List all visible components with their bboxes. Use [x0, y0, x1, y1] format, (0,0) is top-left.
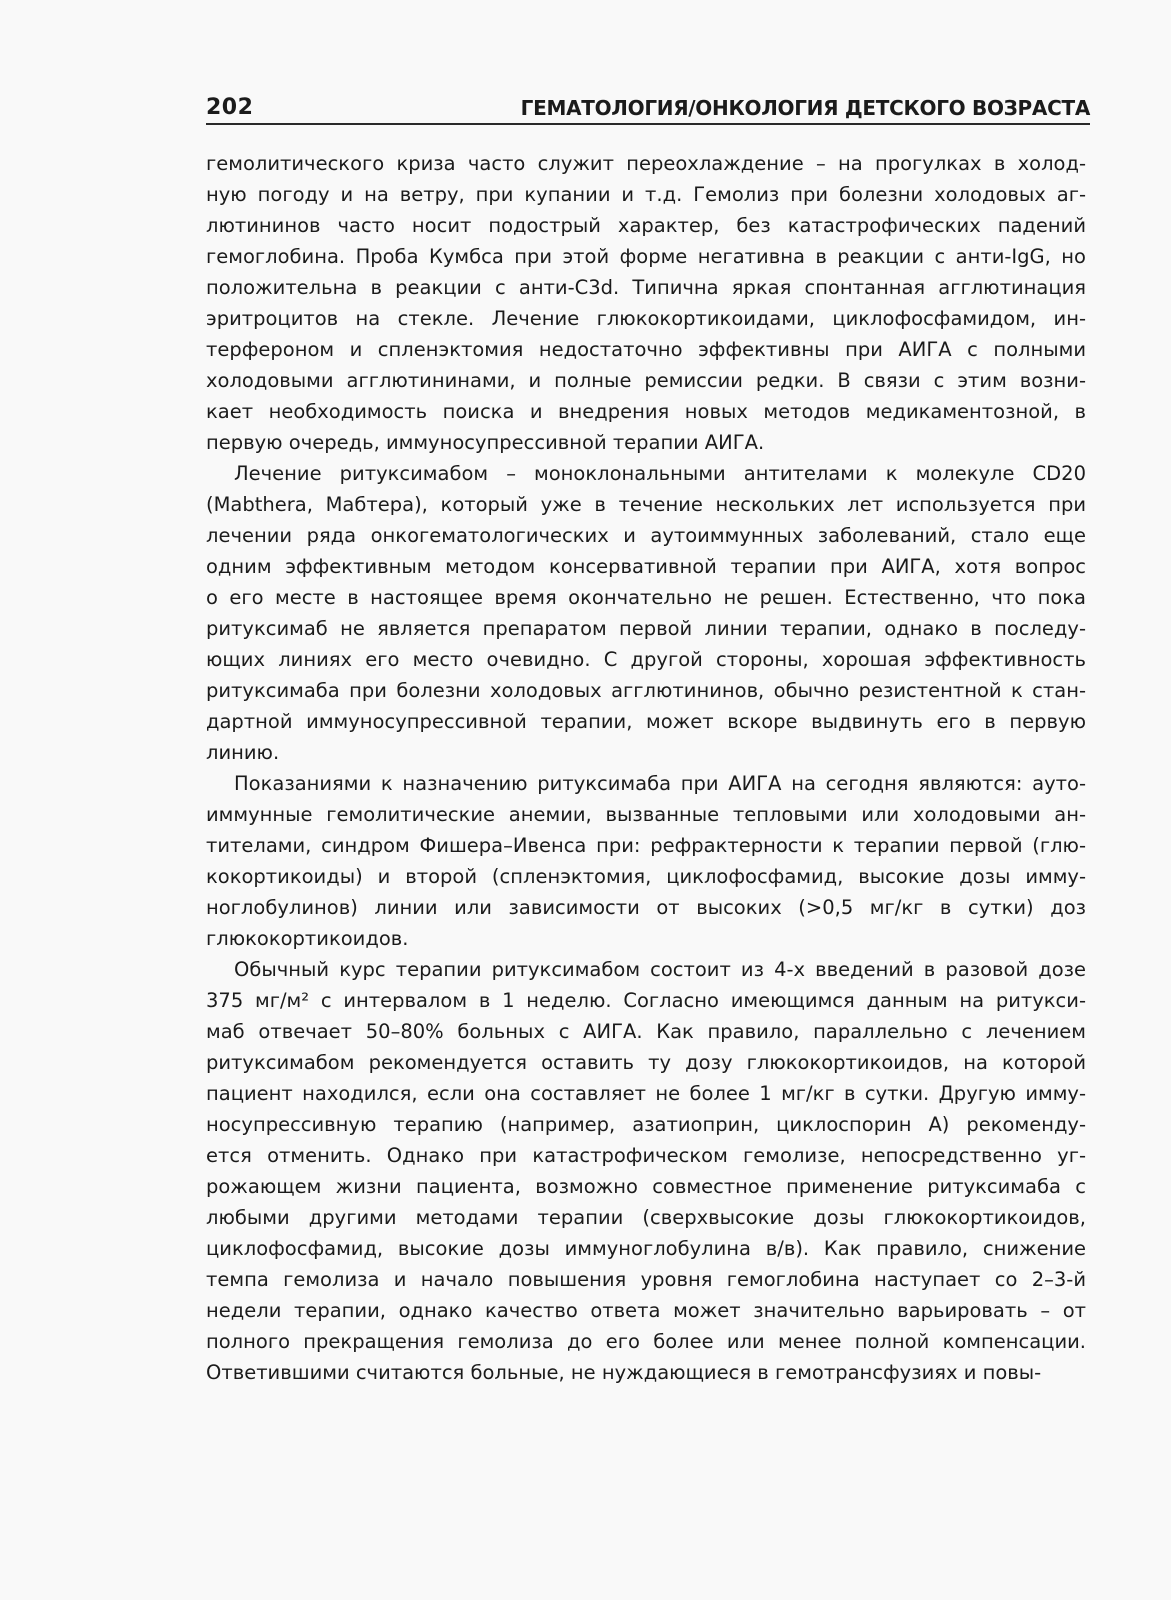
text-line: темпа гемолиза и начало повышения уровня гемоглобина наступает со 2–3-й [206, 1268, 1086, 1291]
text-line: (Mabthera, Мабтера), который уже в течение нескольких лет используется при [206, 493, 1086, 516]
text-line: 375 мг/м² с интервалом в 1 неделю. Согласно имеющимся данным на ритукси- [206, 989, 1086, 1012]
paragraph [206, 148, 1086, 458]
text-line: гемоглобина. Проба Кумбса при этой форме негативна в реакции с анти-IgG, но [206, 245, 1086, 268]
running-title: ГЕМАТОЛОГИЯ/ОНКОЛОГИЯ ДЕТСКОГО ВОЗРАСТА [520, 96, 1090, 120]
text-line: полного прекращения гемолиза до его более или менее полной компенсации. [206, 1330, 1086, 1353]
text-line: маб отвечает 50–80% больных с АИГА. Как правило, параллельно с лечением [206, 1020, 1086, 1043]
text-line: циклофосфамид, высокие дозы иммуноглобулина в/в). Как правило, снижение [206, 1237, 1086, 1260]
text-line: одним эффективным методом консервативной терапии при АИГА, хотя вопрос [206, 555, 1086, 578]
text-line: эритроцитов на стекле. Лечение глюкокортикоидами, циклофосфамидом, ин- [206, 307, 1086, 330]
page-header [206, 93, 1090, 123]
paragraph [206, 954, 1086, 1388]
text-line: положительна в реакции с анти-C3d. Типична яркая спонтанная агглютинация [206, 276, 1086, 299]
text-line: линию. [206, 741, 280, 764]
header-rule [206, 123, 1090, 125]
text-line: терфероном и спленэктомия недостаточно эффективны при АИГА с полными [206, 338, 1086, 361]
text-line: ноглобулинов) линии или зависимости от высоких (>0,5 мг/кг в сутки) доз [206, 896, 1086, 919]
paragraph [206, 458, 1086, 768]
text-line: глюкокортикоидов. [206, 927, 409, 950]
body-text [206, 148, 1086, 1388]
text-line: рожающем жизни пациента, возможно совместное применение ритуксимаба с [206, 1175, 1086, 1198]
text-line: о его месте в настоящее время окончательно не решен. Естественно, что пока [206, 586, 1086, 609]
text-line: ритуксимаба при болезни холодовых агглютининов, обычно резистентной к стан- [206, 679, 1086, 702]
paragraph [206, 768, 1086, 954]
text-line: гемолитического криза часто служит переохлаждение – на прогулках в холод- [206, 152, 1086, 175]
text-line: ритуксимаб не является препаратом первой линии терапии, однако в последу- [206, 617, 1086, 640]
text-line: ритуксимабом рекомендуется оставить ту дозу глюкокортикоидов, на которой [206, 1051, 1086, 1074]
text-line: лечении ряда онкогематологических и аутоиммунных заболеваний, стало еще [206, 524, 1086, 547]
text-line: Обычный курс терапии ритуксимабом состоит из 4-х введений в разовой дозе [234, 958, 1086, 981]
text-line: ющих линиях его место очевидно. С другой стороны, хорошая эффективность [206, 648, 1086, 671]
text-line: недели терапии, однако качество ответа может значительно варьировать – от [206, 1299, 1086, 1322]
page-number: 202 [206, 95, 254, 120]
text-line: первую очередь, иммуносупрессивной терапии АИГА. [206, 431, 765, 454]
text-line: Лечение ритуксимабом – моноклональными антителами к молекуле CD20 [234, 462, 1086, 485]
text-line: носупрессивную терапию (например, азатиоприн, циклоспорин А) рекоменду- [206, 1113, 1086, 1136]
text-line: дартной иммуносупрессивной терапии, может вскоре выдвинуть его в первую [206, 710, 1086, 733]
text-line: ную погоду и на ветру, при купании и т.д. Гемолиз при болезни холодовых аг- [206, 183, 1086, 206]
text-line: иммунные гемолитические анемии, вызванные тепловыми или холодовыми ан- [206, 803, 1086, 826]
text-line: кает необходимость поиска и внедрения новых методов медикаментозной, в [206, 400, 1086, 423]
text-line: холодовыми агглютининами, и полные ремиссии редки. В связи с этим возни- [206, 369, 1086, 392]
text-line: лютининов часто носит подострый характер, без катастрофических падений [206, 214, 1086, 237]
text-line: кокортикоиды) и второй (спленэктомия, циклофосфамид, высокие дозы имму- [206, 865, 1086, 888]
text-line: Ответившими считаются больные, не нуждающиеся в гемотрансфузиях и повы- [206, 1361, 1042, 1384]
text-line: тителами, синдром Фишера–Ивенса при: рефрактерности к терапии первой (глю- [206, 834, 1086, 857]
text-line: ется отменить. Однако при катастрофическом гемолизе, непосредственно уг- [206, 1144, 1086, 1167]
text-line: любыми другими методами терапии (сверхвысокие дозы глюкокортикоидов, [206, 1206, 1086, 1229]
text-line: Показаниями к назначению ритуксимаба при АИГА на сегодня являются: ауто- [234, 772, 1086, 795]
text-line: пациент находился, если она составляет не более 1 мг/кг в сутки. Другую имму- [206, 1082, 1086, 1105]
